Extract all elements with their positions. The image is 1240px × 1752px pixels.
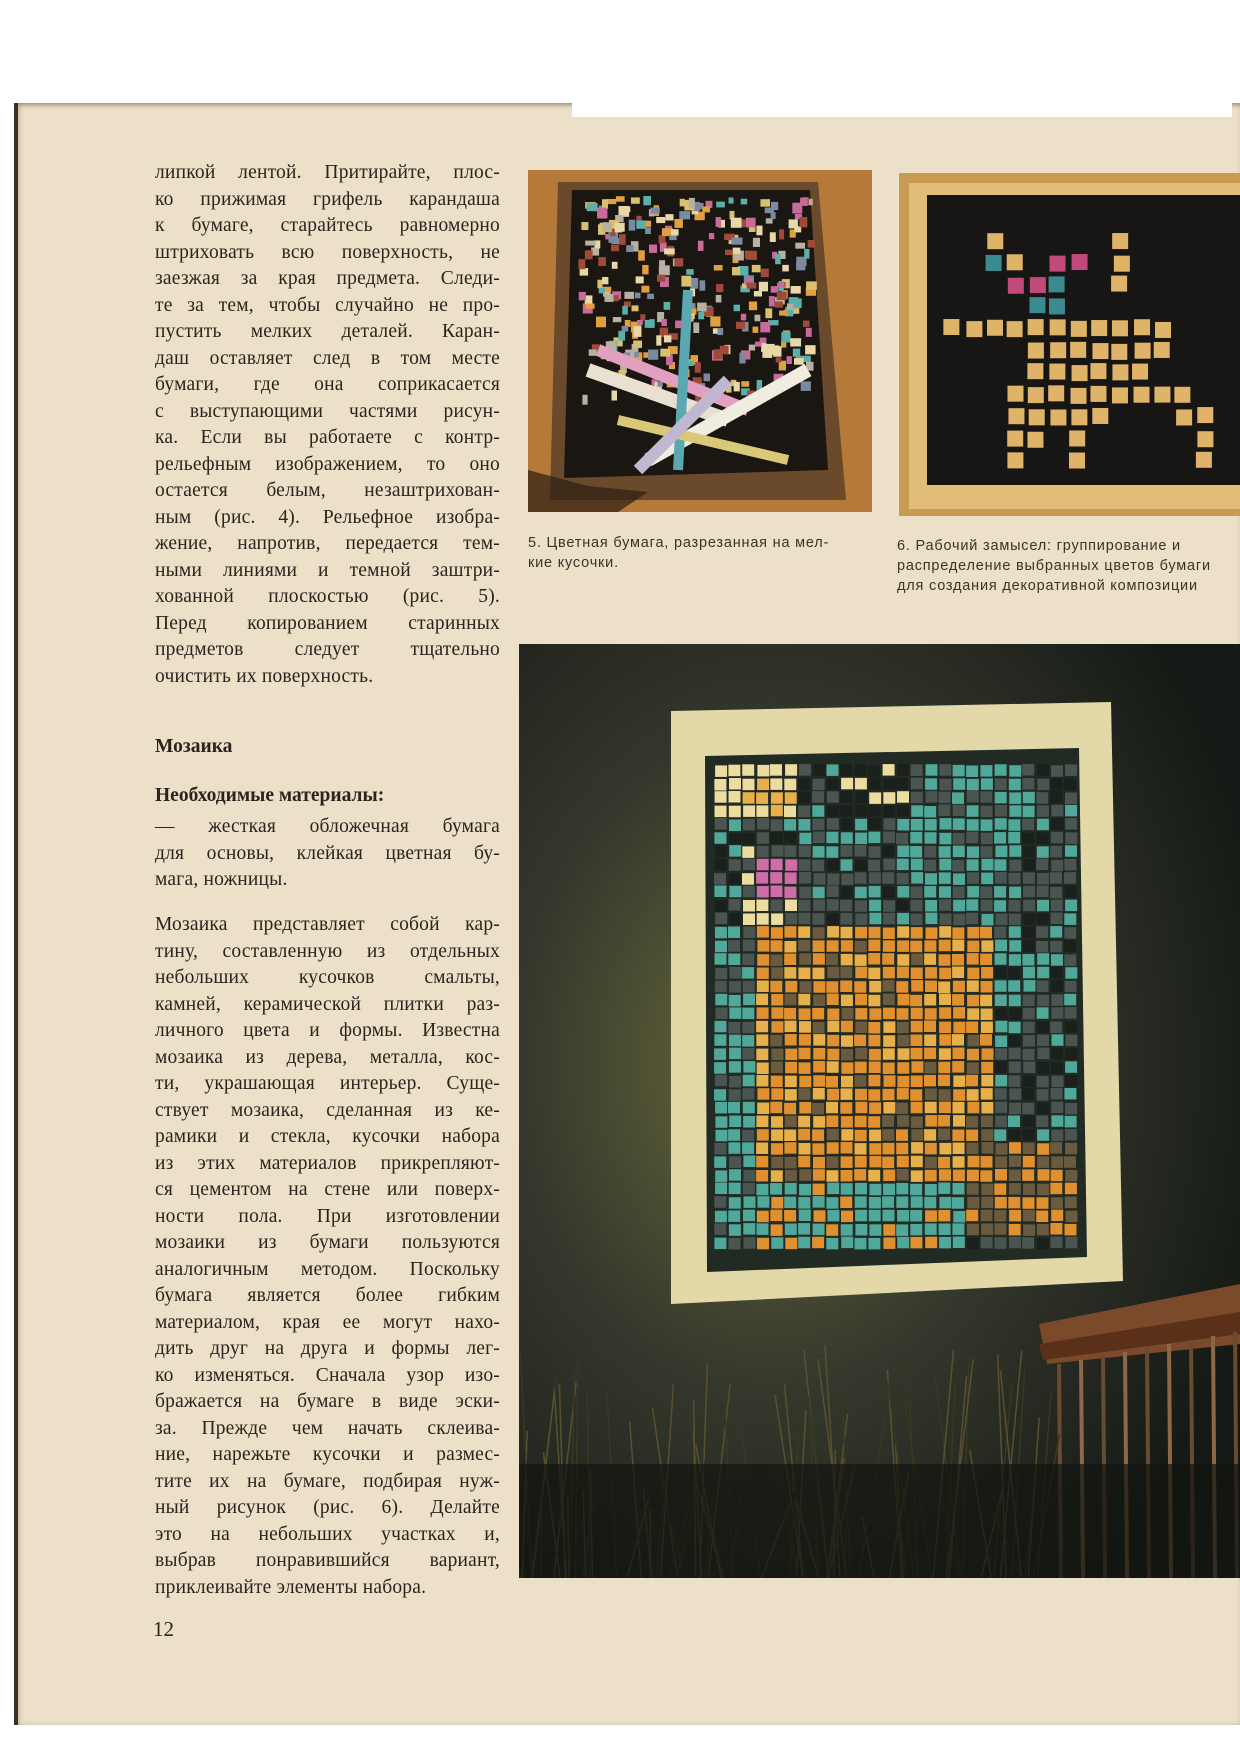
materials-heading: Необходимые материалы: bbox=[155, 785, 385, 806]
body-line: камней, керамической плитки раз- bbox=[155, 993, 500, 1015]
caption-5-line: кие кусочки. bbox=[528, 555, 619, 571]
photo-finished-mosaic-svg bbox=[519, 644, 1240, 1578]
body-line: рамики и стекла, кусочки набора bbox=[155, 1126, 500, 1147]
intro-line: жение, напротив, передается тем- bbox=[155, 533, 500, 554]
intro-line: очистить их поверхность. bbox=[155, 665, 374, 687]
intro-line: липкой лентой. Притирайте, плос- bbox=[155, 162, 500, 183]
body-line: ности пола. При изготовлении bbox=[155, 1205, 500, 1227]
photo-cut-paper-svg bbox=[528, 170, 872, 512]
section-heading: Мозаика bbox=[155, 736, 233, 757]
body-line: выбрав понравившийся вариант, bbox=[155, 1550, 500, 1571]
body-line: ся цементом на стене или поверх- bbox=[155, 1179, 500, 1200]
body-line: из этих материалов прикрепляют- bbox=[155, 1152, 500, 1174]
intro-line: пустить мелких деталей. Каран- bbox=[155, 321, 500, 342]
intro-line: хованной плоскостью (рис. 5). bbox=[155, 586, 500, 607]
page-top-strip bbox=[572, 103, 1232, 117]
intro-line: рельефным изображением, то оно bbox=[155, 453, 500, 475]
body-line: ный рисунок (рис. 6). Делайте bbox=[155, 1497, 500, 1518]
page-number: 12 bbox=[153, 1617, 174, 1641]
photo-cut-paper-pieces bbox=[528, 170, 872, 512]
intro-line: те за тем, чтобы случайно не про- bbox=[155, 294, 500, 316]
body-line: мозаики из бумаги пользуются bbox=[155, 1232, 500, 1253]
intro-line: с выступающими частями рисун- bbox=[155, 400, 500, 422]
caption-figure-6 bbox=[897, 536, 1240, 596]
intro-line: ными линиями и темной заштри- bbox=[155, 559, 500, 581]
intro-line: Перед копированием старинных bbox=[155, 612, 500, 634]
intro-line: бумаги, где она соприкасается bbox=[155, 374, 500, 395]
materials-line: — жесткая обложечная бумага bbox=[155, 816, 500, 837]
materials-list bbox=[155, 814, 500, 894]
body-line: это на небольших участках и, bbox=[155, 1523, 500, 1545]
intro-line: ка. Если вы работаете с контр- bbox=[155, 427, 500, 448]
intro-line: штриховать всю поверхность, не bbox=[155, 241, 500, 263]
body-line: Мозаика представляет собой кар- bbox=[155, 914, 500, 935]
mosaic-description-paragraph bbox=[155, 912, 500, 1601]
caption-6-line: распределение выбранных цветов бумаги bbox=[897, 558, 1211, 574]
body-line: приклеивайте элементы набора. bbox=[155, 1576, 427, 1598]
page-spine-edge bbox=[14, 103, 18, 1725]
intro-line: ным (рис. 4). Рельефное изобра- bbox=[155, 506, 500, 528]
body-line: тину, составленную из отдельных bbox=[155, 940, 500, 962]
intro-paragraph bbox=[155, 160, 500, 690]
body-line: ствует мозаика, сделанная из ке- bbox=[155, 1099, 500, 1121]
caption-6-line: для создания декоративной композиции bbox=[897, 578, 1198, 594]
body-line: ко изменяться. Сначала узор изо- bbox=[155, 1364, 500, 1386]
materials-line: мага, ножницы. bbox=[155, 869, 288, 890]
intro-line: заезжая за края предмета. Следи- bbox=[155, 268, 500, 289]
caption-figure-5 bbox=[528, 533, 872, 573]
body-line: за. Прежде чем начать склеива- bbox=[155, 1417, 500, 1439]
body-line: дить друг на друга и формы лег- bbox=[155, 1338, 500, 1359]
photo-working-design bbox=[899, 173, 1240, 516]
body-line: бражается на бумаге в виде эски- bbox=[155, 1391, 500, 1412]
intro-line: к бумаге, старайтесь равномерно bbox=[155, 215, 500, 236]
body-line: мозаика из дерева, металла, кос- bbox=[155, 1046, 500, 1068]
body-line: аналогичным методом. Поскольку bbox=[155, 1258, 500, 1280]
body-line: ти, украшающая интерьер. Суще- bbox=[155, 1073, 500, 1094]
body-line: ние, нарежьте кусочки и размес- bbox=[155, 1444, 500, 1465]
body-line: личного цвета и формы. Известна bbox=[155, 1020, 500, 1041]
body-line: материалом, края ее могут нахо- bbox=[155, 1311, 500, 1333]
body-line: тите их на бумаге, подбирая нуж- bbox=[155, 1470, 500, 1492]
intro-line: остается белым, незаштрихован- bbox=[155, 480, 500, 501]
caption-6-line: 6. Рабочий замысел: группирование и bbox=[897, 538, 1181, 554]
body-line: небольших кусочков смальты, bbox=[155, 967, 500, 988]
intro-line: даш оставляет след в том месте bbox=[155, 347, 500, 369]
caption-5-line: 5. Цветная бумага, разрезанная на мел- bbox=[528, 535, 830, 551]
intro-line: предметов следует тщательно bbox=[155, 639, 500, 660]
intro-line: ко прижимая грифель карандаша bbox=[155, 188, 500, 210]
photo-finished-mosaic bbox=[519, 644, 1240, 1578]
photo-working-design-svg bbox=[899, 173, 1240, 516]
body-line: бумага является более гибким bbox=[155, 1285, 500, 1306]
materials-line: для основы, клейкая цветная бу- bbox=[155, 842, 500, 864]
